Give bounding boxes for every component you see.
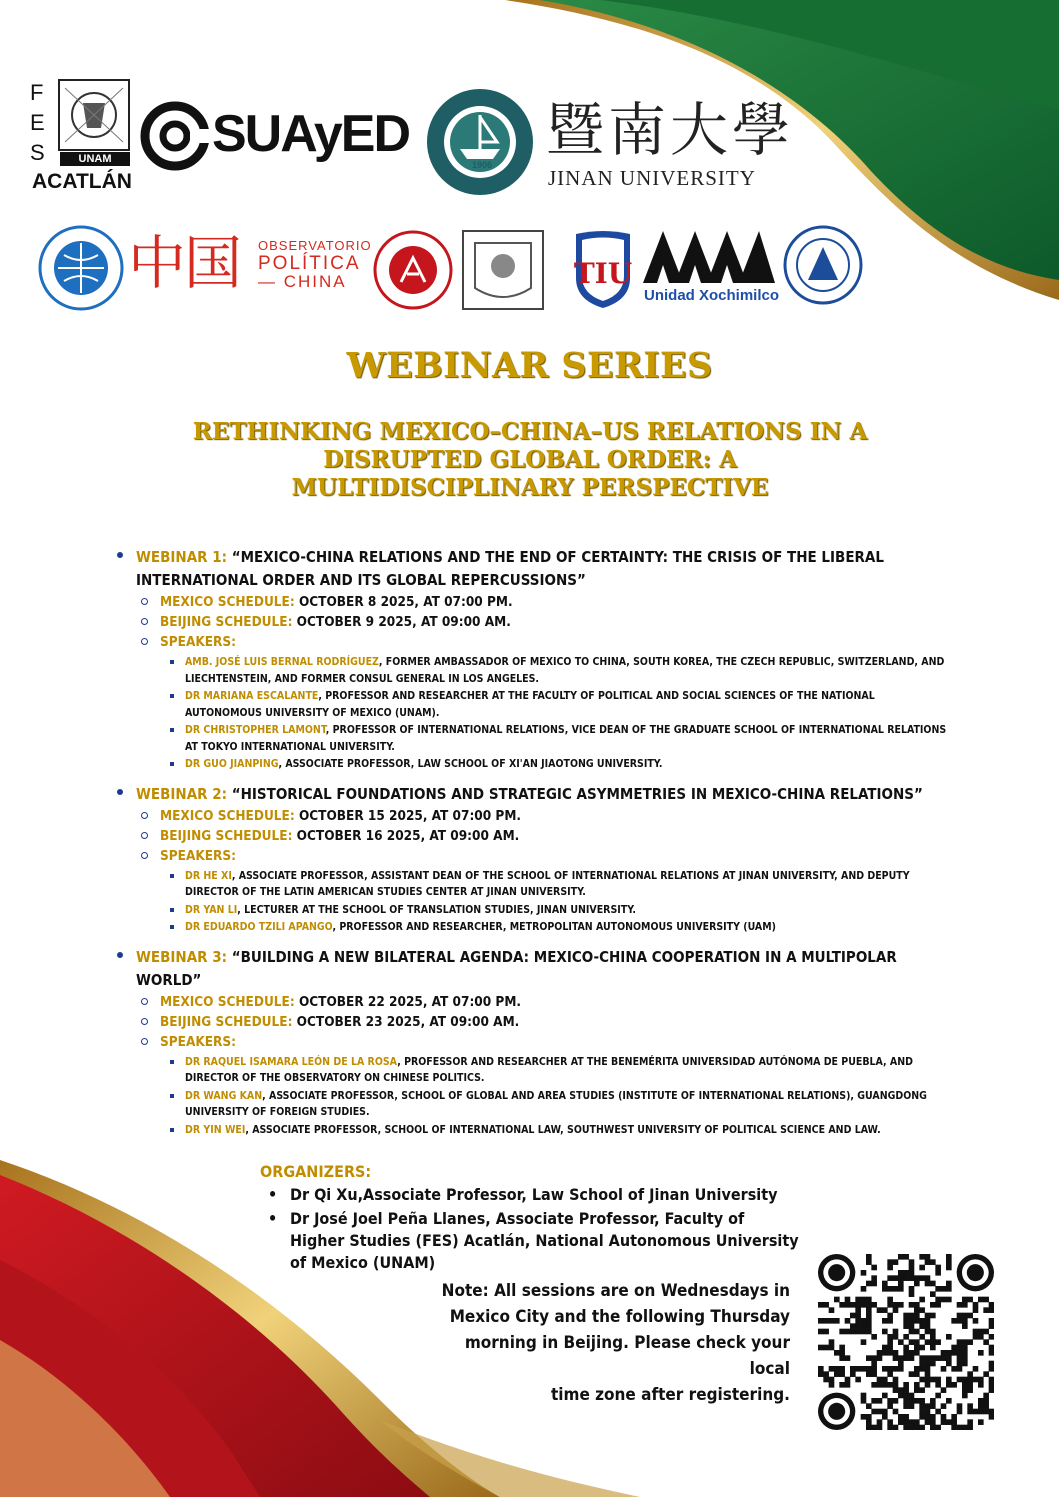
beijing-schedule-label: BEIJING SCHEDULE: [160, 1013, 293, 1030]
webinar-item [112, 783, 952, 936]
webinar-title [136, 546, 952, 592]
unam-label: UNAM [60, 152, 130, 166]
speakers-heading [136, 1032, 952, 1139]
speakers-label: SPEAKERS: [160, 634, 237, 650]
webinar-item [112, 946, 952, 1139]
speaker-item [160, 722, 952, 755]
jinan-english-name: JINAN UNIVERSITY [548, 166, 756, 190]
speaker-item [160, 1088, 952, 1121]
speaker-item [160, 654, 952, 687]
speaker-desc: , ASSOCIATE PROFESSOR, LAW SCHOOL OF XI'AN JIAOTONG UNIVERSITY. [278, 758, 663, 770]
speakers-heading [136, 632, 952, 773]
speakers-heading [136, 846, 952, 936]
tokyo-international-seal-icon [568, 228, 638, 312]
speaker-name: AMB. JOSÉ LUIS BERNAL RODRÍGUEZ [185, 656, 379, 668]
beijing-schedule-label: BEIJING SCHEDULE: [160, 827, 293, 844]
fes-letter-e: E [30, 110, 47, 135]
webinar-label: WEBINAR 2: [136, 784, 228, 803]
speaker-desc: , PROFESSOR AND RESEARCHER AT THE BENEMÉRITA UNIVERSIDAD AUTÓNOMA DE PUEBLA, AND DIRECTOR OF THE OBSERVATORY ON CHINESE POLITICS. [185, 1055, 913, 1084]
beijing-schedule-value: OCTOBER 16 2025, AT 09:00 AM. [296, 827, 520, 844]
mexico-schedule [136, 806, 952, 826]
jinan-seal-year: 1906 [472, 160, 493, 170]
webinar-title [136, 783, 952, 806]
suayed-icon [140, 101, 210, 171]
mexico-schedule [136, 992, 952, 1012]
jinan-chinese-name: 暨南大學 [546, 96, 795, 164]
speaker-item [160, 1122, 952, 1139]
mexico-schedule-value: OCTOBER 8 2025, AT 07:00 PM. [298, 594, 513, 610]
speaker-name: DR YIN WEI [185, 1123, 246, 1136]
beijing-schedule [136, 826, 952, 846]
xjtu-seal-icon [783, 225, 863, 305]
speaker-desc: , PROFESSOR AND RESEARCHER AT THE FACULTY OF POLITICAL AND SOCIAL SCIENCES OF THE NATIONAL AUTONOMOUS UNIVERSITY OF MEXICO (UNAM). [185, 690, 875, 719]
speaker-item [160, 919, 952, 936]
note-line: Note: All sessions are on Wednesdays in [441, 1281, 790, 1301]
beijing-schedule [136, 1012, 952, 1032]
speaker-name: DR MARIANA ESCALANTE [185, 690, 319, 702]
webinar-program [112, 546, 952, 1148]
acatlan-label: ACATLÁN [32, 170, 132, 193]
organizer-item: • Dr José Joel Peña Llanes, Associate Professor, Faculty of Higher Studies (FES) Acatlán, National Autonomous University of Mexico (UNAM) [260, 1208, 800, 1274]
speaker-name: DR HE XI [185, 869, 232, 882]
mexico-schedule [136, 592, 952, 612]
speaker-desc: , PROFESSOR AND RESEARCHER, METROPOLITAN AUTONOMOUS UNIVERSITY (UAM) [332, 921, 776, 933]
speaker-name: DR EDUARDO TZILI APANGO [185, 921, 333, 933]
speaker-item [160, 868, 952, 901]
subtitle-line-2: DISRUPTED GLOBAL ORDER: A [323, 446, 737, 473]
speaker-name: DR GUO JIANPING [185, 758, 279, 770]
speaker-desc: , PROFESSOR OF INTERNATIONAL RELATIONS, VICE DEAN OF THE GRADUATE SCHOOL OF INTERNATIONAL RELATIONS AT TOKYO INTERNATIONAL UNIVERSITY. [185, 724, 947, 753]
mexico-schedule-label: MEXICO SCHEDULE: [160, 594, 295, 610]
speaker-item [160, 688, 952, 721]
organizers-section [260, 1162, 800, 1276]
organizers-heading: ORGANIZERS: [260, 1162, 372, 1181]
subtitle-line-3: MULTIDISCIPLINARY PERSPECTIVE [291, 474, 769, 501]
gdufs-seal-icon [38, 225, 124, 311]
webinar-label: WEBINAR 1: [136, 548, 228, 566]
jinan-seal-icon [425, 87, 535, 197]
beijing-schedule-label: BEIJING SCHEDULE: [160, 614, 293, 630]
webinar-title-text: “BUILDING A NEW BILATERAL AGENDA: MEXICO-CHINA COOPERATION IN A MULTIPOLAR WORLD” [136, 947, 897, 989]
series-title: WEBINAR SERIES [346, 345, 713, 386]
webinar-title-text: “HISTORICAL FOUNDATIONS AND STRATEGIC ASYMMETRIES IN MEXICO-CHINA RELATIONS” [231, 784, 923, 803]
observatorio-line2: POLÍTICA [258, 253, 361, 274]
uam-label: Unidad Xochimilco [644, 287, 780, 304]
speaker-name: DR RAQUEL ISAMARA LEÓN DE LA ROSA [185, 1055, 398, 1068]
note-line: Mexico City and the following Thursday [449, 1307, 790, 1327]
mexico-schedule-value: OCTOBER 15 2025, AT 07:00 PM. [298, 807, 522, 824]
webinar-title [136, 946, 952, 992]
schedule-note [430, 1278, 790, 1408]
fes-letter-s: S [30, 140, 47, 165]
mexico-schedule-label: MEXICO SCHEDULE: [160, 807, 295, 824]
fes-letter-f: F [30, 80, 46, 105]
speaker-name: DR YAN LI [185, 903, 238, 916]
note-line: morning in Beijing. Please check your local [464, 1333, 790, 1379]
mexico-schedule-value: OCTOBER 22 2025, AT 07:00 PM. [298, 993, 522, 1010]
note-line: time zone after registering. [550, 1385, 790, 1405]
observatorio-line1: OBSERVATORIO [258, 238, 372, 253]
zhongguo-logo: 中国 [128, 229, 241, 297]
uam-logo-icon [641, 229, 777, 285]
webinar-item [112, 546, 952, 773]
speakers-label: SPEAKERS: [160, 847, 237, 864]
speakers-label: SPEAKERS: [160, 1033, 237, 1050]
speaker-desc: , ASSOCIATE PROFESSOR, ASSISTANT DEAN OF THE SCHOOL OF INTERNATIONAL RELATIONS AT JINAN UNIVERSITY, AND DEPUTY DIRECTOR OF THE LATIN AMERICAN STUDIES CENTER AT JINAN UNIVERSITY. [185, 869, 910, 898]
observatorio-line3: — CHINA [258, 272, 347, 291]
subtitle-line-1: RETHINKING MEXICO–CHINA–US RELATIONS IN A [192, 418, 868, 445]
webinar-title-text: “MEXICO-CHINA RELATIONS AND THE END OF CERTAINTY: THE CRISIS OF THE LIBERAL INTERNATIONAL ORDER AND ITS GLOBAL REPERCUSSIONS” [136, 548, 884, 589]
series-subtitle [130, 418, 930, 502]
beijing-schedule-value: OCTOBER 9 2025, AT 09:00 AM. [296, 614, 511, 630]
benemerita-seal-icon [460, 228, 546, 312]
tokyo-mark-text: TIU [573, 257, 633, 290]
speaker-name: DR CHRISTOPHER LAMONT [185, 724, 326, 736]
organizer-item: • Dr Qi Xu,Associate Professor, Law School of Jinan University [260, 1184, 800, 1206]
speaker-item [160, 1054, 952, 1087]
webinar-label: WEBINAR 3: [136, 947, 228, 966]
speaker-name: DR WANG KAN [185, 1089, 263, 1102]
swupl-seal-icon [373, 230, 453, 310]
beijing-schedule [136, 612, 952, 632]
observatorio-logo [258, 237, 372, 291]
speaker-desc: , ASSOCIATE PROFESSOR, SCHOOL OF GLOBAL AND AREA STUDIES (INSTITUTE OF INTERNATIONAL RELATIONS), GUANGDONG UNIVERSITY OF FOREIGN STUDIES. [185, 1089, 927, 1118]
speaker-item [160, 756, 952, 773]
speaker-desc: , FORMER AMBASSADOR OF MEXICO TO CHINA, SOUTH KOREA, THE CZECH REPUBLIC, SWITZERLAND, AND LIECHTENSTEIN, AND FORMER CONSUL GENERAL IN LOS ANGELES. [185, 656, 945, 685]
speaker-desc: , ASSOCIATE PROFESSOR, SCHOOL OF INTERNATIONAL LAW, SOUTHWEST UNIVERSITY OF POLITICAL SCIENCE AND LAW. [245, 1123, 881, 1136]
beijing-schedule-value: OCTOBER 23 2025, AT 09:00 AM. [296, 1013, 520, 1030]
registration-qr-code[interactable] [818, 1254, 994, 1430]
speaker-desc: , LECTURER AT THE SCHOOL OF TRANSLATION STUDIES, JINAN UNIVERSITY. [237, 903, 636, 916]
speaker-item [160, 902, 952, 919]
suayed-label: SUAyED [212, 105, 410, 163]
mexico-schedule-label: MEXICO SCHEDULE: [160, 993, 295, 1010]
